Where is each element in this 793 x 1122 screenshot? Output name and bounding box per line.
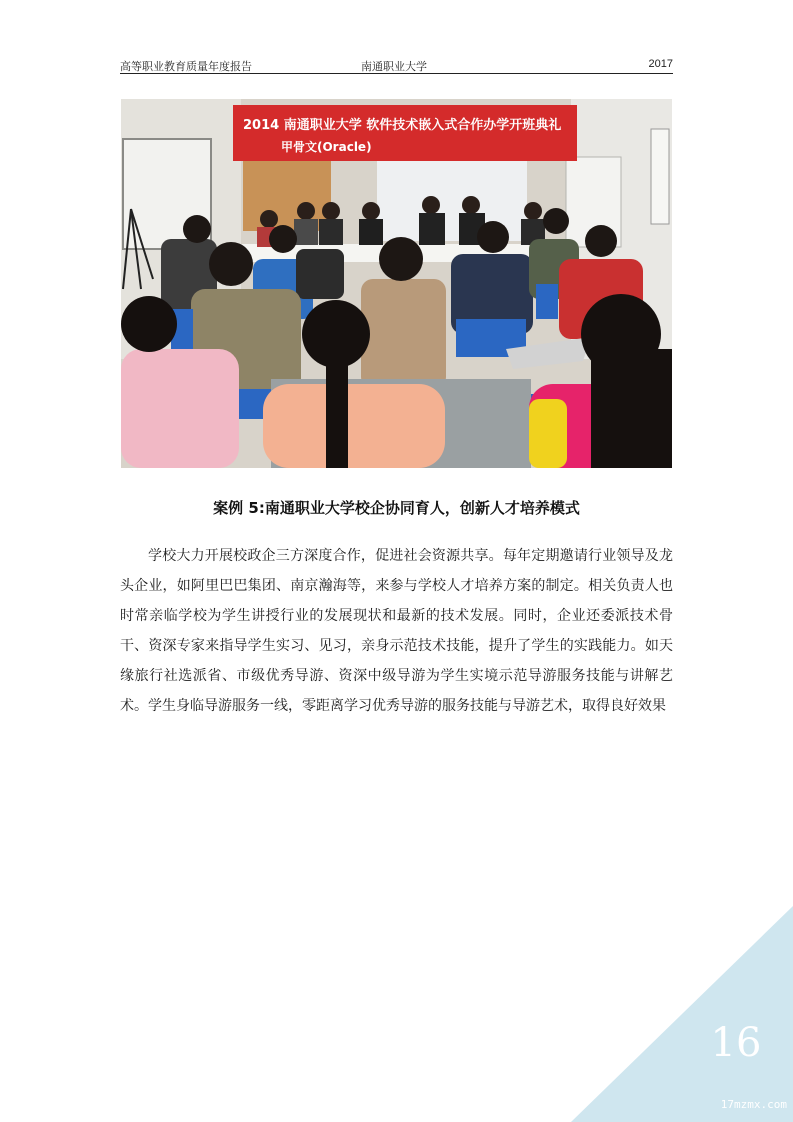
banner-title-text: 2014 南通职业大学 软件技术嵌入式合作办学开班典礼 xyxy=(243,118,562,133)
page-header xyxy=(120,56,673,74)
header-report-title: 高等职业教育质量年度报告 xyxy=(120,60,252,73)
case-caption: 案例 5:南通职业大学校企协同育人，创新人才培养模式 xyxy=(213,499,580,517)
header-school-name: 南通职业大学 xyxy=(361,60,427,73)
site-watermark: 17mzmx.com xyxy=(720,1098,787,1111)
header-year: 2017 xyxy=(648,58,673,70)
corner-decoration xyxy=(571,906,793,1122)
event-photo xyxy=(121,99,672,468)
case-paragraph: 学校大力开展校政企三方深度合作，促进社会资源共享。每年定期邀请行业领导及龙头企业，如阿里巴巴集团、南京瀚海等，来参与学校人才培养方案的制定。相关负责人也时常亲临学校为学生讲授行业的发展现状和最新的技术发展。同时，企业还委派技术骨干、资深专家来指导学生实习、见习，亲身示范技术技能，提升了学生的实践能力。如天缘旅行社选派省、市级优秀导游、资深中级导游为学生实境示范导游服务技能与讲解艺术。学生身临导游服务一线，零距离学习优秀导游的服务技能与导游艺术，取得良好效果 xyxy=(120,548,673,714)
header-divider xyxy=(120,73,673,74)
page-number: 16 xyxy=(710,1020,762,1066)
banner-subtitle-text: 甲骨文(Oracle) xyxy=(281,140,372,154)
